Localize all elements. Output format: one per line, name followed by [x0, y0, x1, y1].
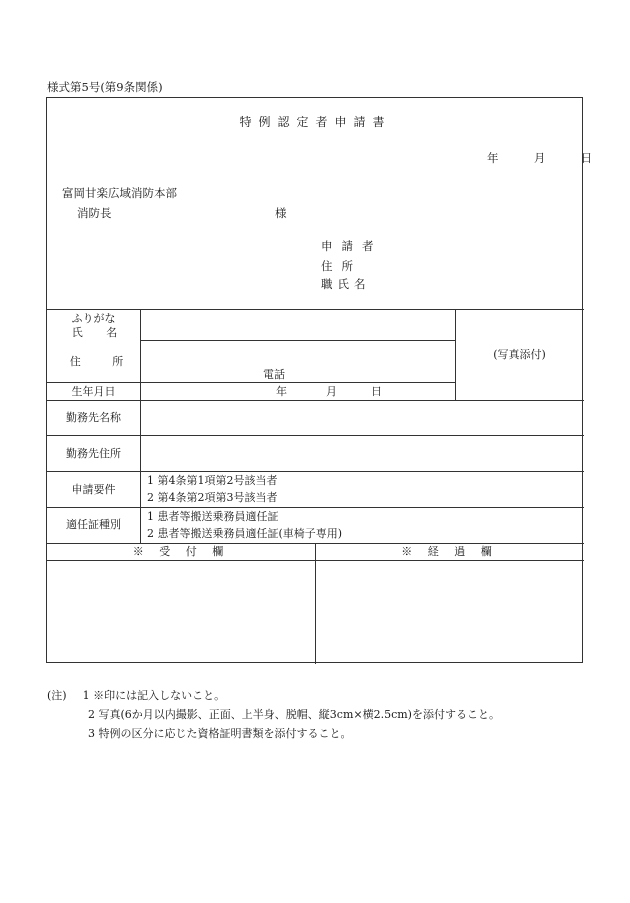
applicant-address-label: 住所: [321, 259, 362, 273]
requirement-label: 申請要件: [71, 483, 116, 496]
requirement-option-2: 2 第4条第2項第3号該当者: [147, 491, 278, 504]
name-label: 氏 名: [71, 326, 128, 339]
form-number: 様式第5号(第9条関係): [47, 80, 163, 94]
rule-top-table: [47, 309, 584, 310]
rule-req-bottom: [47, 507, 584, 508]
rule-birth-bottom: [47, 400, 584, 401]
recipient-org: 富岡甘楽広域消防本部: [62, 186, 177, 200]
applicant-label: 申請者: [321, 239, 383, 253]
date-year: 年: [487, 151, 499, 165]
workplace-name-label: 勤務先名称: [66, 411, 121, 424]
recipient-chief: 消防長: [77, 206, 112, 220]
notes: [47, 686, 500, 743]
requirement-option-1: 1 第4条第1項第2号該当者: [147, 474, 278, 487]
note-1: 1 ※印には記入しないこと。: [82, 689, 226, 702]
date-day: 日: [580, 151, 593, 165]
rule-address-bottom: [47, 382, 455, 383]
progress-column-header: ※ 経 過 欄: [401, 545, 498, 558]
phone-label: 電話: [263, 368, 285, 381]
birthdate-label: 生年月日: [71, 385, 116, 398]
cert-type-option-2: 2 患者等搬送乗務員適任証(車椅子専用): [147, 527, 343, 540]
rule-label-col: [140, 309, 141, 543]
recipient-honorific: 様: [275, 206, 287, 220]
reception-column-header: ※ 受 付 欄: [132, 545, 230, 558]
furigana-label: ふりがな: [71, 312, 116, 325]
note-3: 3 特例の区分に応じた資格証明書類を添付すること。: [88, 727, 352, 740]
rule-name-bottom: [140, 340, 455, 341]
photo-placeholder: (写真添付): [493, 348, 546, 361]
rule-bottom-split: [315, 543, 316, 664]
address-label: 住 所: [69, 355, 138, 368]
notes-prefix: (注): [47, 689, 67, 702]
form-title: 特例認定者申請書: [239, 115, 392, 129]
birth-day: 日: [371, 385, 382, 398]
submission-date: [487, 153, 592, 165]
note-2: 2 写真(6か月以内撮影、正面、上半身、脱帽、縦3cm×横2.5cm)を添付すること。: [88, 708, 500, 721]
workplace-address-label: 勤務先住所: [66, 447, 121, 460]
application-form: [46, 97, 593, 663]
birth-month: 月: [326, 385, 337, 398]
birth-year: 年: [276, 385, 287, 398]
cert-type-option-1: 1 患者等搬送乗務員適任証: [147, 510, 279, 523]
rule-workaddr-bottom: [47, 471, 584, 472]
rule-workname-bottom: [47, 435, 584, 436]
cert-type-label: 適任証種別: [66, 518, 121, 531]
date-month: 月: [533, 151, 546, 165]
applicant-name-label: 職氏名: [321, 277, 371, 291]
